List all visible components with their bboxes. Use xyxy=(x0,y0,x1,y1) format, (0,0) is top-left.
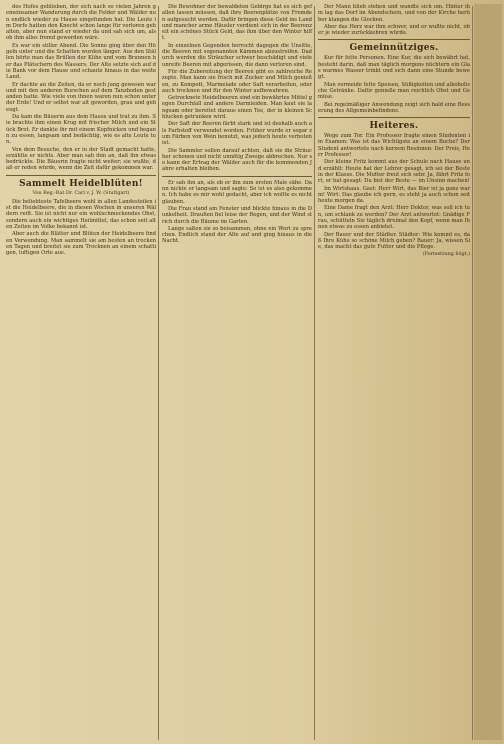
article-paragraph: Getrocknete Heidelbeeren sind ein bewährtes Mittel gegen Durchfall und andere Darmleiden. Man kaut sie langsam oder bereitet daraus einen Tee, der in kleinen Schlucken getrunken wird. xyxy=(162,95,312,121)
article-paragraph: Aber auch die Blätter und Blüten der Heidelbeere finden Verwendung. Man sammelt sie am besten an trockenen Tagen und breitet sie zum Trocknen an einem schattigen, luftigen Orte aus. xyxy=(6,231,156,257)
article-paragraph: Die Frau stand am Fenster und blickte hinaus in die Dunkelheit. Draußen fiel leise der Regen, und der Wind strich durch die Bäume im Garten. xyxy=(162,205,312,225)
article-paragraph: In einzelnen Gegenden herrscht dagegen die Unsitte, die Beeren mit sogenannten Kämmen abzustreifen. Dadurch werden die Sträucher schwer beschädigt und viele unreife Beeren mit abgerissen, die dann verloren sind. xyxy=(162,42,312,68)
article-heading: Sammelt Heidelblüten! xyxy=(19,178,143,189)
article-paragraph: Eine Dame fragt den Arzt: Herr Doktor, was soll ich tun, um schlank zu werden? Der Arzt antwortet: Gnädige Frau, schütteln Sie täglich dreimal den Kopf, wenn man Ihnen etwas zu essen anbietet. xyxy=(318,205,470,231)
section-heading-heiteres: Heiteres. xyxy=(369,121,419,132)
article-byline: Von Reg.-Rat Dr. Carl v. J. W. (Stuttgart) xyxy=(32,190,130,196)
article-paragraph: Die Bewohner der bewaldeten Gebirge hat es sich gefallen lassen müssen, daß ihre Beerenplätze von Fremden aufgesucht werden. Dafür bringen diese Geld ins Land und mancher arme Häusler verdient sich in der Beerenzeit ein schönes Stück Geld, das ihm über den Winter hilft. xyxy=(162,4,312,42)
section-rule xyxy=(6,175,156,176)
column-divider xyxy=(472,6,473,740)
section-heading-gemeinnuetziges: Gemeinnütziges. xyxy=(349,43,439,54)
article-paragraph: Kur für fette Personen. Eine Kur, die sich bewährt hat, besteht darin, daß man täglich morgens nüchtern ein Glas warmes Wasser trinkt und sich dann eine Stunde bewegt. xyxy=(318,55,470,81)
continuation-note: (Fortsetzung folgt.) xyxy=(422,251,470,257)
article-paragraph: Er sah ihn an, als ob er ihn zum ersten Male sähe. Dann nickte er langsam und sagte: So ist es also gekommen. Ich habe es mir wohl gedacht, aber ich wollte es nicht glauben. xyxy=(162,179,312,205)
article-paragraph: Er dachte an die Zeiten, da er noch jung gewesen war und mit den anderen Burschen auf dem Tanzboden gestanden hatte. Wie viele von ihnen waren nun schon unter der Erde! Und er selbst war alt geworden, grau und gebeugt. xyxy=(6,81,156,113)
column-3 xyxy=(318,4,470,260)
column-1 xyxy=(6,4,156,257)
article-paragraph: Aber das Herz war ihm schwer, und er wußte nicht, ob er je wieder zurückkehren würde. xyxy=(318,23,470,37)
adjacent-page-strip xyxy=(474,4,502,740)
article-paragraph: Der kleine Fritz kommt aus der Schule nach Hause und erzählt: Heute hat der Lehrer gesagt, ich sei der Beste in der Klasse. Die Mutter freut sich sehr. Ja, fährt Fritz fort, er hat gesagt: Du bist der Beste — im Unsinn machen! xyxy=(318,159,470,185)
article-paragraph: Bei regelmäßiger Anwendung zeigt sich bald eine Besserung des Allgemeinbefindens. xyxy=(318,101,470,114)
article-paragraph: Da kam die Bäuerin aus dem Hause und trat zu ihm. Sie brachte ihm einen Krug mit frischer Milch und ein Stück Brot. Er dankte ihr mit einem Kopfnicken und begann zu essen, langsam und bedächtig, wie es alte Leute tun. xyxy=(6,114,156,146)
column-divider xyxy=(314,6,315,740)
column-2 xyxy=(162,4,312,246)
article-paragraph: Von dem Besuche, den er in der Stadt gemacht hatte, erzählte er nichts. Aber man sah ihm an, daß ihn etwas bedrückte. Die Bäuerin fragte nicht weiter; sie wußte, daß er reden würde, wenn die Zeit dafür gekommen war. xyxy=(6,146,156,172)
column-divider xyxy=(158,6,159,740)
section-rule xyxy=(318,39,470,40)
article-paragraph: Der Mann blieb stehen und wandte sich um. Hinter ihm lag das Dorf im Abendschein, und von der Kirche herüber klangen die Glocken. xyxy=(318,4,470,23)
article-paragraph: Es war ein stiller Abend. Die Sonne ging über den Hügeln unter und die Schatten wurden länger. Aus den Ställen hörte man das Brüllen der Kühe und vom Brunnen her das Plätschern des Wassers. Der Alte setzte sich auf die Bank vor dem Hause und schaute hinaus in das weite Land. xyxy=(6,42,156,81)
article-paragraph: Die Sammler sollen darauf achten, daß sie die Sträucher schonen und nicht unnötig Zweige abbrechen. Nur so kann der Ertrag der Wälder auch für die kommenden Jahre erhalten bleiben. xyxy=(162,147,312,173)
article-paragraph: des Hofes geblieben, der sich nach so vielen Jahren gemeinsamer Wanderung durch die Felder und Wälder nun endlich wieder zu Hause eingefunden hat. Die Leute im Dorfe hatten den Knecht schon lange für verloren gehalten, aber nun stand er wieder da und sah sich um, als ob ihm alles fremd geworden wäre. xyxy=(6,4,156,42)
article-paragraph: Wege zum Tor. Ein Professor fragte einen Studenten im Examen: Was ist das Wichtigste an einem Buche? Der Student antwortete nach kurzem Besinnen: Der Preis, Herr Professor! xyxy=(318,133,470,159)
article-paragraph: Der Bauer und der Städter. Städter: Wie kommt es, daß Ihre Kühe so schöne Milch geben? Bauer: Ja, wissen Sie, das macht das gute Futter und die Pflege. xyxy=(318,231,470,251)
article-paragraph: Der Saft der Beeren färbt stark und ist deshalb auch als Farbstoff verwendet worden. Früher wurde er sogar zum Färben von Wein benutzt, was jedoch heute verboten ist. xyxy=(162,121,312,147)
section-rule xyxy=(318,117,470,118)
article-paragraph: Die beliebteste Tafelbeere wohl in allen Landesteilen ist die Heidelbeere, die in diesen Wochen in unseren Wäldern reift. Sie ist nicht nur ein wohlschmeckendes Obst, sondern auch ein wichtiges Heilmittel, das schon seit alten Zeiten im Volke bekannt ist. xyxy=(6,198,156,230)
article-paragraph: Im Wirtshaus. Gast: Herr Wirt, das Bier ist ja ganz warm! Wirt: Das glaube ich gern, es steht ja auch schon seit heute morgen da. xyxy=(318,185,470,205)
section-rule xyxy=(162,176,312,177)
article-paragraph: Man vermeide fette Speisen, Süßigkeiten und alkoholische Getränke. Dafür genieße man reichlich Obst und Gemüse. xyxy=(318,81,470,101)
article-paragraph: Lange saßen sie so beisammen, ohne ein Wort zu sprechen. Endlich stand der Alte auf und ging hinaus in die Nacht. xyxy=(162,225,312,245)
article-paragraph: Für die Zubereitung der Beeren gibt es zahlreiche Rezepte. Man kann sie frisch mit Zucker und Milch genießen, zu Kompott, Marmelade oder Saft verarbeiten, oder auch trocknen und für den Winter aufbewahren. xyxy=(162,68,312,94)
